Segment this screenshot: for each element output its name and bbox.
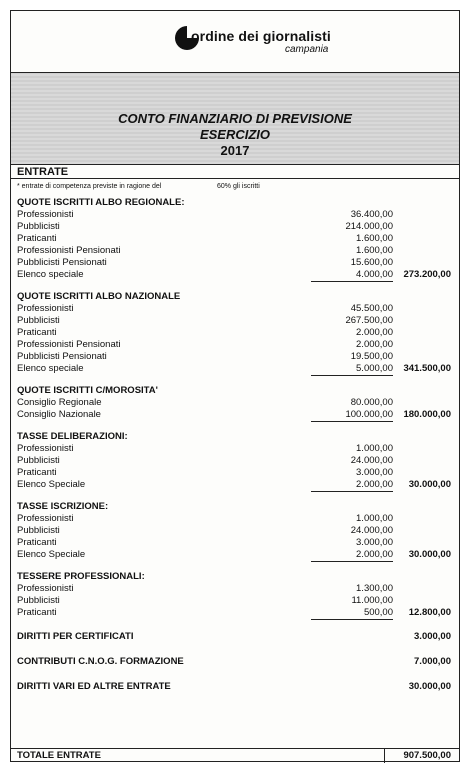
entry-label: Praticanti xyxy=(17,327,57,338)
entry-amount: 2.000,00 xyxy=(311,479,393,492)
section-total: 180.000,00 xyxy=(403,409,451,420)
section-heading: TESSERE PROFESSIONALI: xyxy=(17,571,145,582)
table-row xyxy=(11,513,459,525)
table-row xyxy=(11,221,459,233)
table-row xyxy=(11,315,459,327)
entry-amount: 1.300,00 xyxy=(356,583,393,594)
entry-amount: 24.000,00 xyxy=(350,455,393,466)
section-total: 30.000,00 xyxy=(408,681,451,692)
entry-label: Elenco Speciale xyxy=(17,549,86,560)
standalone-entry-row xyxy=(11,631,459,643)
entry-label: Elenco speciale xyxy=(17,363,84,374)
entry-label: Elenco Speciale xyxy=(17,479,86,490)
table-row xyxy=(11,233,459,245)
section-header-entrate xyxy=(11,165,459,179)
entry-amount: 3.000,00 xyxy=(356,537,393,548)
total-label: TOTALE ENTRATE xyxy=(17,750,101,761)
table-row xyxy=(11,351,459,363)
table-row xyxy=(11,537,459,549)
entry-amount: 500,00 xyxy=(311,607,393,620)
note-left: * entrate di competenza previste in ragione del xyxy=(17,183,162,190)
entry-label: Elenco speciale xyxy=(17,269,84,280)
entry-amount: 36.400,00 xyxy=(350,209,393,220)
entry-amount: 1.000,00 xyxy=(356,443,393,454)
table-row xyxy=(11,583,459,595)
entry-label: CONTRIBUTI C.N.O.G. FORMAZIONE xyxy=(17,656,184,667)
logo-title: ordine dei giornalisti xyxy=(191,28,331,44)
table-row xyxy=(11,607,459,619)
entry-amount: 11.000,00 xyxy=(351,595,393,606)
entry-amount: 214.000,00 xyxy=(345,221,393,232)
entry-label: Pubblicisti xyxy=(17,595,60,606)
entry-amount: 1.000,00 xyxy=(356,513,393,524)
total-value: 907.500,00 xyxy=(403,750,451,761)
section-heading: TASSE ISCRIZIONE: xyxy=(17,501,109,512)
entry-label: Pubblicisti xyxy=(17,221,60,232)
table-row xyxy=(11,363,459,375)
entry-amount: 15.600,00 xyxy=(350,257,393,268)
entry-label: Professionisti xyxy=(17,443,74,454)
standalone-entry-row xyxy=(11,656,459,668)
entry-label: Pubblicisti Pensionati xyxy=(17,351,107,362)
entry-label: Praticanti xyxy=(17,537,57,548)
section-heading-row xyxy=(11,431,459,443)
entry-label: Professionisti xyxy=(17,303,74,314)
section-total: 30.000,00 xyxy=(408,549,451,560)
entry-amount: 19.500,00 xyxy=(350,351,393,362)
total-separator xyxy=(384,749,385,763)
entry-label: Professionisti xyxy=(17,209,74,220)
entry-label: Praticanti xyxy=(17,607,57,618)
table-row xyxy=(11,443,459,455)
entry-amount: 4.000,00 xyxy=(311,269,393,282)
document-frame xyxy=(10,10,460,762)
section-heading-row xyxy=(11,501,459,513)
section-total: 341.500,00 xyxy=(403,363,451,374)
section-heading-row xyxy=(11,197,459,209)
section-heading-row xyxy=(11,385,459,397)
section-heading: TASSE DELIBERAZIONI: xyxy=(17,431,128,442)
table-row xyxy=(11,397,459,409)
entry-label: DIRITTI PER CERTIFICATI xyxy=(17,631,134,642)
section-total: 12.800,00 xyxy=(408,607,451,618)
section-heading: QUOTE ISCRITTI ALBO NAZIONALE xyxy=(17,291,181,302)
entry-amount: 1.600,00 xyxy=(356,233,393,244)
logo-subtitle: campania xyxy=(285,44,329,55)
entry-label: Professionisti xyxy=(17,513,74,524)
document-subtitle: ESERCIZIO xyxy=(199,127,271,142)
table-row xyxy=(11,549,459,561)
entry-amount: 1.600,00 xyxy=(356,245,393,256)
entry-amount: 3.000,00 xyxy=(356,467,393,478)
entry-amount: 100.000,00 xyxy=(311,409,393,422)
table-row xyxy=(11,409,459,421)
document-year: 2017 xyxy=(220,143,250,158)
entry-label: Pubblicisti xyxy=(17,455,60,466)
section-total: 7.000,00 xyxy=(414,656,451,667)
section-heading: QUOTE ISCRITTI C/MOROSITA' xyxy=(17,385,158,396)
entry-label: Pubblicisti xyxy=(17,525,60,536)
table-row xyxy=(11,479,459,491)
table-row xyxy=(11,455,459,467)
entry-amount: 45.500,00 xyxy=(350,303,393,314)
entry-amount: 267.500,00 xyxy=(345,315,393,326)
table-row xyxy=(11,595,459,607)
entry-label: Professionisti Pensionati xyxy=(17,339,121,350)
entry-amount: 80.000,00 xyxy=(350,397,393,408)
letterhead xyxy=(11,11,459,73)
table-row xyxy=(11,269,459,281)
entry-amount: 2.000,00 xyxy=(311,549,393,562)
entry-label: Pubblicisti xyxy=(17,315,60,326)
table-row xyxy=(11,467,459,479)
section-heading: QUOTE ISCRITTI ALBO REGIONALE: xyxy=(17,197,185,208)
section-heading-row xyxy=(11,291,459,303)
section-heading-row xyxy=(11,571,459,583)
document-title: CONTO FINANZIARIO DI PREVISIONE xyxy=(118,111,352,126)
total-row xyxy=(11,748,459,762)
table-row xyxy=(11,327,459,339)
entry-label: Praticanti xyxy=(17,233,57,244)
note-right: 60% gli iscritti xyxy=(217,183,260,190)
entrate-label: ENTRATE xyxy=(17,166,69,178)
table-row xyxy=(11,209,459,221)
table-row xyxy=(11,303,459,315)
entry-label: Consiglio Nazionale xyxy=(17,409,101,420)
entry-amount: 5.000,00 xyxy=(311,363,393,376)
table-row xyxy=(11,245,459,257)
table-row xyxy=(11,525,459,537)
table-row xyxy=(11,257,459,269)
section-total: 30.000,00 xyxy=(408,479,451,490)
entry-label: Praticanti xyxy=(17,467,57,478)
section-total: 3.000,00 xyxy=(414,631,451,642)
title-band xyxy=(11,73,459,165)
standalone-entry-row xyxy=(11,681,459,693)
entry-amount: 24.000,00 xyxy=(350,525,393,536)
entry-label: DIRITTI VARI ED ALTRE ENTRATE xyxy=(17,681,171,692)
entry-label: Consiglio Regionale xyxy=(17,397,102,408)
entry-amount: 2.000,00 xyxy=(356,339,393,350)
table-row xyxy=(11,339,459,351)
section-total: 273.200,00 xyxy=(403,269,451,280)
entry-label: Professionisti Pensionati xyxy=(17,245,121,256)
entry-label: Professionisti xyxy=(17,583,74,594)
entry-amount: 2.000,00 xyxy=(356,327,393,338)
entry-label: Pubblicisti Pensionati xyxy=(17,257,107,268)
